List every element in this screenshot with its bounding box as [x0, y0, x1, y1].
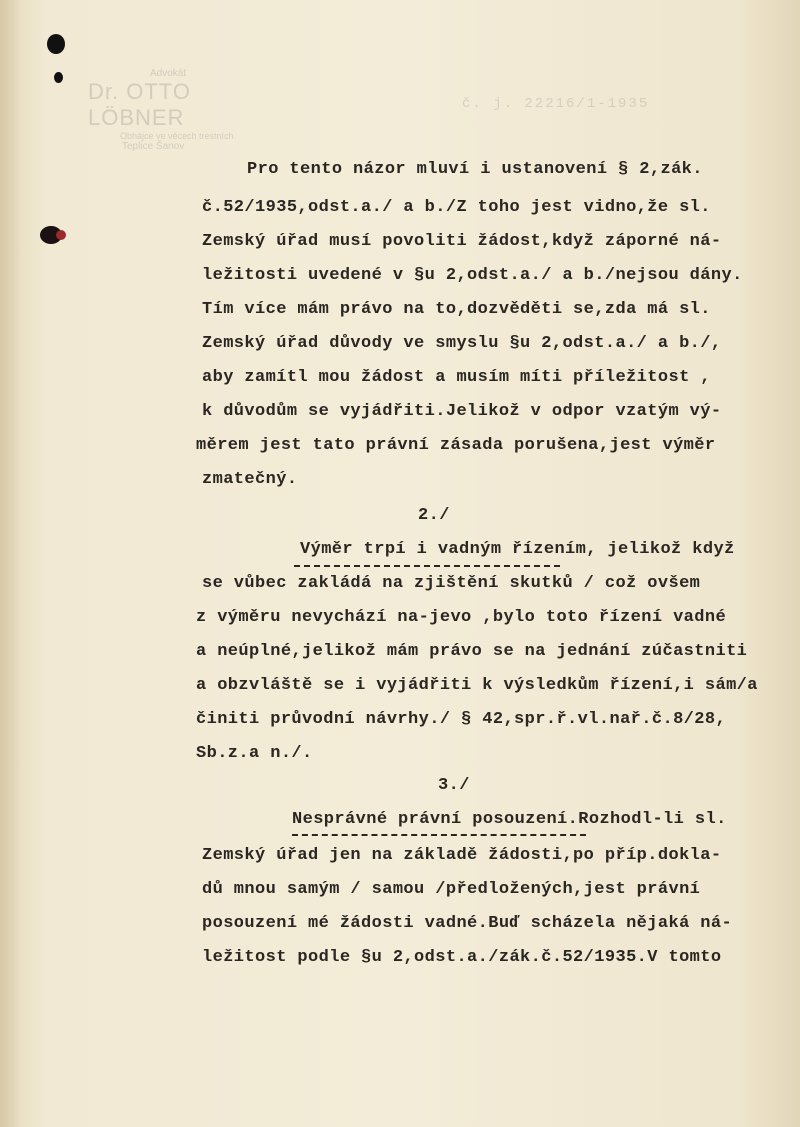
text-line: Pro tento názor mluví i ustanovení § 2,zák. [247, 160, 703, 179]
text-line: se vůbec zakládá na zjištění skutků / což ovšem [202, 574, 701, 593]
text-line: č.52/1935,odst.a./ a b./Z toho jest vidno,že sl. [202, 198, 711, 217]
section-heading: Nesprávné právní posouzení.Rozhodl-li sl. [292, 810, 727, 829]
text-line: z výměru nevychází na-jevo ,bylo toto řízení vadné [196, 608, 727, 627]
text-line: měrem jest tato právní zásada porušena,jest výměr [196, 436, 716, 455]
letterhead-city: Teplice Šanov [122, 141, 185, 152]
text-line: k důvodům se vyjádřiti.Jelikož v odpor vzatým vý- [202, 402, 722, 421]
text-line: zmatečný. [202, 470, 298, 489]
letterhead-subtitle: Obhájce ve věcech trestních [120, 131, 234, 141]
section-number: 2./ [418, 506, 450, 525]
text-line: Tím více mám právo na to,dozvěděti se,zda má sl. [202, 300, 711, 319]
text-line: ležitost podle §u 2,odst.a./zák.č.52/1935.V tomto [202, 948, 722, 967]
text-line: činiti průvodní návrhy./ § 42,spr.ř.vl.nař.č.8/28, [196, 710, 727, 729]
heading-underline [294, 565, 560, 567]
reference-number: č. j. 22216/1-1935 [462, 96, 650, 112]
heading-underline [292, 834, 586, 836]
text-line: Zemský úřad důvody ve smyslu §u 2,odst.a./ a b./, [202, 334, 722, 353]
text-line: aby zamítl mou žádost a musím míti příležitost , [202, 368, 711, 387]
text-line: a neúplné,jelikož mám právo se na jednání zúčastniti [196, 642, 748, 661]
section-number: 3./ [438, 776, 470, 795]
text-line: Sb.z.a n./. [196, 744, 313, 763]
letterhead-name: Dr. OTTO LÖBNER [88, 79, 191, 130]
text-line: Zemský úřad jen na základě žádosti,po příp.dokla- [202, 846, 722, 865]
text-line: Zemský úřad musí povoliti žádost,když záporné ná- [202, 232, 722, 251]
text-line: posouzení mé žádosti vadné.Buď scházela nějaká ná- [202, 914, 733, 933]
section-heading: Výměr trpí i vadným řízením, jelikož když [300, 540, 735, 559]
letterhead-title: Advokát [150, 68, 187, 79]
text-line: a obzvláště se i vyjádřiti k výsledkům řízení,i sám/a [196, 676, 758, 695]
text-line: ležitosti uvedené v §u 2,odst.a./ a b./nejsou dány. [202, 266, 743, 285]
text-line: dů mnou samým / samou /předložených,jest právní [202, 880, 701, 899]
